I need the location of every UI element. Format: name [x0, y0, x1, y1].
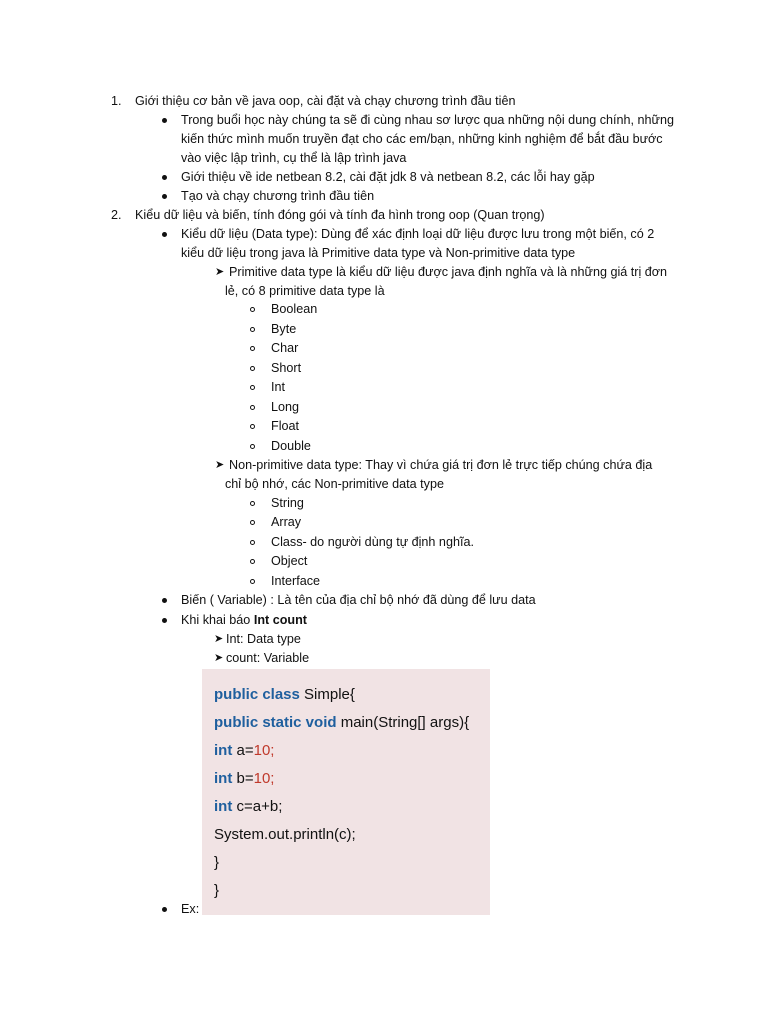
- list-item: Char: [271, 341, 299, 355]
- code-text: c=a+b;: [232, 798, 283, 815]
- code-line: [214, 769, 274, 789]
- circle-bullet-icon: [250, 385, 255, 390]
- arrow-icon: ➤: [215, 459, 225, 471]
- text-line: Kiểu dữ liệu (Data type): Dùng để xác định loại dữ liệu được lưu trong một biến, có 2: [181, 227, 655, 241]
- circle-bullet-icon: [250, 307, 255, 312]
- text-line: kiến thức mình muốn truyền đạt cho các em/bạn, những kinh nghiệm để bắt đầu bước: [181, 132, 663, 146]
- bullet-icon: [162, 175, 167, 180]
- bullet-icon: [162, 118, 167, 123]
- list-item: Short: [271, 361, 302, 375]
- circle-bullet-icon: [250, 520, 255, 525]
- code-line: [214, 797, 282, 817]
- text-line: count: Variable: [226, 651, 310, 665]
- circle-bullet-icon: [250, 424, 255, 429]
- arrow-icon: ➤: [214, 652, 224, 664]
- list-item: Boolean: [271, 302, 318, 316]
- code-line: }: [214, 854, 220, 871]
- code-line: System.out.println(c);: [214, 826, 356, 843]
- code-text: a=: [232, 742, 254, 759]
- code-line: [214, 685, 355, 705]
- keyword: int: [214, 770, 233, 787]
- text-line: Int: Data type: [226, 632, 301, 646]
- number-literal: 10: [253, 742, 271, 759]
- list-item: Double: [271, 439, 311, 453]
- circle-bullet-icon: [250, 540, 255, 545]
- code-text: b=: [232, 770, 254, 787]
- list-item: Byte: [271, 322, 297, 336]
- list-number: 2.: [111, 208, 122, 222]
- list-item: Class- do người dùng tự định nghĩa.: [271, 535, 474, 549]
- list-item: Float: [271, 419, 299, 433]
- list-item: String: [271, 496, 304, 510]
- declare-prefix: Khi khai báo: [181, 613, 254, 627]
- text-line: chỉ bộ nhớ, các Non-primitive data type: [225, 477, 444, 491]
- list-item: Interface: [271, 574, 321, 588]
- list-item: Long: [271, 400, 300, 414]
- circle-bullet-icon: [250, 405, 255, 410]
- list-number: 1.: [111, 94, 122, 108]
- text-line: [181, 611, 307, 630]
- circle-bullet-icon: [250, 579, 255, 584]
- keyword: public static void: [214, 714, 337, 731]
- arrow-icon: ➤: [215, 266, 225, 278]
- code-line: [214, 713, 469, 733]
- keyword: int: [214, 798, 233, 815]
- arrow-icon: ➤: [214, 633, 224, 645]
- text-line: Trong buổi học này chúng ta sẽ đi cùng nhau sơ lược qua những nội dung chính, những: [181, 113, 674, 127]
- circle-bullet-icon: [250, 346, 255, 351]
- circle-bullet-icon: [250, 559, 255, 564]
- list-item: Object: [271, 554, 308, 568]
- bullet-icon: [162, 194, 167, 199]
- list-item: Int: [271, 380, 286, 394]
- code-line: }: [214, 882, 220, 899]
- section-title: Kiểu dữ liệu và biến, tính đóng gói và tính đa hình trong oop (Quan trọng): [135, 208, 545, 222]
- code-text: ;: [270, 742, 275, 759]
- circle-bullet-icon: [250, 366, 255, 371]
- text-line: lẻ, có 8 primitive data type là: [225, 284, 385, 298]
- code-text: ;: [270, 770, 275, 787]
- circle-bullet-icon: [250, 444, 255, 449]
- circle-bullet-icon: [250, 327, 255, 332]
- code-text: Simple{: [299, 686, 355, 703]
- bullet-icon: [162, 232, 167, 237]
- text-line: Biến ( Variable) : Là tên của địa chỉ bộ nhớ đã dùng để lưu data: [181, 593, 536, 607]
- code-block: [202, 669, 490, 915]
- keyword: int: [214, 742, 233, 759]
- text-line: Non-primitive data type: Thay vì chứa giá trị đơn lẻ trực tiếp chúng chứa địa: [229, 458, 653, 472]
- section-title: Giới thiệu cơ bản về java oop, cài đặt và chạy chương trình đầu tiên: [135, 94, 516, 108]
- list-item: Array: [271, 515, 302, 529]
- code-text: main(String[] args){: [336, 714, 470, 731]
- bullet-icon: [162, 907, 167, 912]
- circle-bullet-icon: [250, 501, 255, 506]
- number-literal: 10: [253, 770, 271, 787]
- text-line: Giới thiệu về ide netbean 8.2, cài đặt jdk 8 và netbean 8.2, các lỗi hay gặp: [181, 170, 595, 184]
- bullet-icon: [162, 618, 167, 623]
- ex-label: Ex:: [181, 902, 200, 916]
- code-line: [214, 741, 274, 761]
- text-line: kiểu dữ liệu trong java là Primitive data type và Non-primitive data type: [181, 246, 576, 260]
- declare-bold: Int count: [253, 613, 307, 627]
- text-line: Primitive data type là kiểu dữ liệu được java định nghĩa và là những giá trị đơn: [229, 265, 668, 279]
- bullet-icon: [162, 598, 167, 603]
- text-line: vào việc lập trình, cụ thể là lập trình java: [181, 151, 407, 165]
- keyword: public class: [214, 686, 300, 703]
- text-line: Tạo và chạy chương trình đầu tiên: [181, 189, 375, 203]
